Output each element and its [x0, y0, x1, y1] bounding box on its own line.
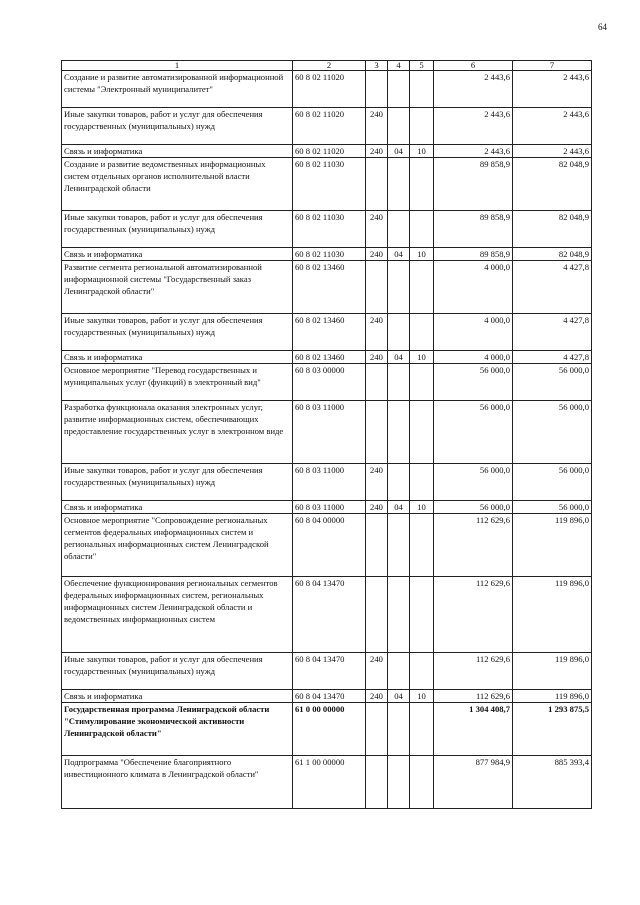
row-vr: 240: [366, 464, 388, 501]
row-pr: 10: [410, 690, 434, 703]
table-row: [62, 211, 592, 248]
table-row: [62, 577, 592, 653]
row-code: 60 8 04 13470: [293, 690, 366, 703]
row-vr: 240: [366, 501, 388, 514]
row-value-col7: 82 048,9: [513, 248, 592, 261]
row-name: Иные закупки товаров, работ и услуг для обеспечения государственных (муниципальных) нужд: [62, 314, 293, 351]
row-pr: [410, 514, 434, 577]
row-value-col7: 119 896,0: [513, 577, 592, 653]
table-row: [62, 401, 592, 464]
table-row: [62, 351, 592, 364]
row-value-col6: 56 000,0: [434, 501, 513, 514]
row-value-col7: 119 896,0: [513, 653, 592, 690]
header-col-2: 2: [293, 61, 366, 71]
row-code: 60 8 02 11020: [293, 71, 366, 108]
row-value-col6: 4 000,0: [434, 314, 513, 351]
row-vr: [366, 364, 388, 401]
table-row: [62, 514, 592, 577]
table-row: [62, 501, 592, 514]
row-value-col6: 89 858,9: [434, 211, 513, 248]
row-value-col6: 56 000,0: [434, 464, 513, 501]
row-rz: [388, 653, 410, 690]
row-value-col7: 82 048,9: [513, 158, 592, 211]
row-value-col7: 4 427,8: [513, 314, 592, 351]
row-vr: 240: [366, 314, 388, 351]
table-row: [62, 248, 592, 261]
row-code: 60 8 03 11000: [293, 464, 366, 501]
row-code: 60 8 04 13470: [293, 653, 366, 690]
header-col-6: 6: [434, 61, 513, 71]
row-name: Иные закупки товаров, работ и услуг для обеспечения государственных (муниципальных) нужд: [62, 211, 293, 248]
row-code: 60 8 04 13470: [293, 577, 366, 653]
row-pr: [410, 464, 434, 501]
row-vr: [366, 577, 388, 653]
header-col-7: 7: [513, 61, 592, 71]
row-name: Создание и развитие ведомственных информационных систем отдельных органов исполнительной власти Ленинградской области: [62, 158, 293, 211]
row-value-col7: 119 896,0: [513, 514, 592, 577]
row-vr: [366, 158, 388, 211]
row-rz: [388, 71, 410, 108]
row-pr: 10: [410, 501, 434, 514]
row-vr: [366, 401, 388, 464]
row-name: Иные закупки товаров, работ и услуг для обеспечения государственных (муниципальных) нужд: [62, 464, 293, 501]
row-value-col7: 2 443,6: [513, 108, 592, 145]
row-name: Основное мероприятие "Сопровождение региональных сегментов федеральных информационных систем и региональных информационных систем Ленинградской области": [62, 514, 293, 577]
row-code: 60 8 02 11030: [293, 248, 366, 261]
row-name: Создание и развитие автоматизированной информационной системы "Электронный муниципалитет": [62, 71, 293, 108]
row-name: Связь и информатика: [62, 690, 293, 703]
row-name: Разработка функционала оказания электронных услуг, развитие информационных систем, обеспечивающих предоставление государственных услуг в электронном виде: [62, 401, 293, 464]
row-rz: 04: [388, 501, 410, 514]
table-row: [62, 261, 592, 314]
row-pr: [410, 653, 434, 690]
page-number: 64: [598, 22, 607, 32]
row-pr: 10: [410, 351, 434, 364]
row-value-col7: 885 393,4: [513, 756, 592, 809]
row-code: 61 0 00 00000: [293, 703, 366, 756]
row-code: 60 8 02 13460: [293, 261, 366, 314]
row-name: Связь и информатика: [62, 248, 293, 261]
row-vr: [366, 261, 388, 314]
row-value-col6: 1 304 408,7: [434, 703, 513, 756]
row-vr: 240: [366, 653, 388, 690]
row-value-col7: 4 427,8: [513, 351, 592, 364]
row-value-col6: 2 443,6: [434, 108, 513, 145]
row-value-col7: 56 000,0: [513, 364, 592, 401]
row-vr: 240: [366, 690, 388, 703]
row-value-col6: 112 629,6: [434, 690, 513, 703]
row-value-col6: 112 629,6: [434, 577, 513, 653]
row-pr: [410, 108, 434, 145]
row-vr: [366, 514, 388, 577]
row-vr: 240: [366, 108, 388, 145]
budget-table: [61, 60, 592, 809]
row-pr: [410, 364, 434, 401]
header-col-4: 4: [388, 61, 410, 71]
table-row: [62, 145, 592, 158]
row-vr: [366, 756, 388, 809]
row-rz: [388, 703, 410, 756]
row-value-col7: 1 293 875,5: [513, 703, 592, 756]
row-name: Связь и информатика: [62, 501, 293, 514]
row-value-col7: 119 896,0: [513, 690, 592, 703]
row-value-col6: 4 000,0: [434, 351, 513, 364]
row-vr: [366, 71, 388, 108]
row-value-col6: 89 858,9: [434, 158, 513, 211]
row-rz: [388, 364, 410, 401]
row-rz: [388, 261, 410, 314]
row-rz: [388, 108, 410, 145]
row-pr: 10: [410, 145, 434, 158]
row-rz: 04: [388, 248, 410, 261]
row-value-col7: 82 048,9: [513, 211, 592, 248]
row-value-col6: 2 443,6: [434, 71, 513, 108]
row-pr: [410, 71, 434, 108]
row-value-col6: 56 000,0: [434, 364, 513, 401]
row-code: 60 8 04 00000: [293, 514, 366, 577]
row-pr: [410, 756, 434, 809]
row-value-col7: 56 000,0: [513, 401, 592, 464]
table-row: [62, 314, 592, 351]
row-value-col6: 112 629,6: [434, 653, 513, 690]
table-row: [62, 464, 592, 501]
row-pr: [410, 577, 434, 653]
row-code: 60 8 02 11030: [293, 158, 366, 211]
row-rz: [388, 158, 410, 211]
table-row: [62, 703, 592, 756]
row-code: 60 8 02 13460: [293, 351, 366, 364]
table-row: [62, 364, 592, 401]
row-name: Государственная программа Ленинградской области "Стимулирование экономической активности Ленинградской области": [62, 703, 293, 756]
row-rz: [388, 211, 410, 248]
row-rz: 04: [388, 145, 410, 158]
row-vr: 240: [366, 145, 388, 158]
table-row: [62, 653, 592, 690]
header-col-3: 3: [366, 61, 388, 71]
row-value-col6: 877 984,9: [434, 756, 513, 809]
row-pr: [410, 211, 434, 248]
row-code: 60 8 02 11020: [293, 145, 366, 158]
row-name: Развитие сегмента региональной автоматизированной информационной системы "Государственный заказ Ленинградской области": [62, 261, 293, 314]
row-rz: [388, 756, 410, 809]
row-name: Иные закупки товаров, работ и услуг для обеспечения государственных (муниципальных) нужд: [62, 108, 293, 145]
row-rz: [388, 514, 410, 577]
row-code: 60 8 02 11030: [293, 211, 366, 248]
header-row: [62, 61, 592, 71]
row-value-col7: 56 000,0: [513, 464, 592, 501]
row-name: Подпрограмма "Обеспечение благоприятного инвестиционного климата в Ленинградской области": [62, 756, 293, 809]
row-vr: 240: [366, 248, 388, 261]
row-pr: [410, 703, 434, 756]
row-name: Связь и информатика: [62, 145, 293, 158]
row-pr: 10: [410, 248, 434, 261]
row-value-col6: 112 629,6: [434, 514, 513, 577]
row-code: 60 8 02 13460: [293, 314, 366, 351]
row-pr: [410, 261, 434, 314]
table-row: [62, 158, 592, 211]
row-name: Связь и информатика: [62, 351, 293, 364]
row-code: 60 8 03 11000: [293, 401, 366, 464]
row-value-col6: 56 000,0: [434, 401, 513, 464]
row-pr: [410, 158, 434, 211]
row-code: 60 8 03 00000: [293, 364, 366, 401]
row-value-col7: 56 000,0: [513, 501, 592, 514]
row-value-col7: 2 443,6: [513, 145, 592, 158]
row-name: Основное мероприятие "Перевод государственных и муниципальных услуг (функций) в электронный вид": [62, 364, 293, 401]
row-value-col6: 4 000,0: [434, 261, 513, 314]
row-code: 60 8 03 11000: [293, 501, 366, 514]
row-vr: 240: [366, 351, 388, 364]
table-row: [62, 690, 592, 703]
row-rz: 04: [388, 351, 410, 364]
row-value-col6: 89 858,9: [434, 248, 513, 261]
header-col-5: 5: [410, 61, 434, 71]
row-name: Иные закупки товаров, работ и услуг для обеспечения государственных (муниципальных) нужд: [62, 653, 293, 690]
header-col-1: 1: [62, 61, 293, 71]
row-name: Обеспечение функционирования региональных сегментов федеральных информационных систем, региональных информационных систем Ленинградской области и ведомственных информационных систем: [62, 577, 293, 653]
row-value-col6: 2 443,6: [434, 145, 513, 158]
table-row: [62, 108, 592, 145]
row-rz: [388, 464, 410, 501]
table-row: [62, 756, 592, 809]
row-code: 61 1 00 00000: [293, 756, 366, 809]
row-rz: [388, 577, 410, 653]
row-value-col7: 4 427,8: [513, 261, 592, 314]
row-rz: [388, 314, 410, 351]
row-code: 60 8 02 11020: [293, 108, 366, 145]
row-rz: 04: [388, 690, 410, 703]
table-row: [62, 71, 592, 108]
row-rz: [388, 401, 410, 464]
row-value-col7: 2 443,6: [513, 71, 592, 108]
row-pr: [410, 314, 434, 351]
row-vr: [366, 703, 388, 756]
row-vr: 240: [366, 211, 388, 248]
row-pr: [410, 401, 434, 464]
